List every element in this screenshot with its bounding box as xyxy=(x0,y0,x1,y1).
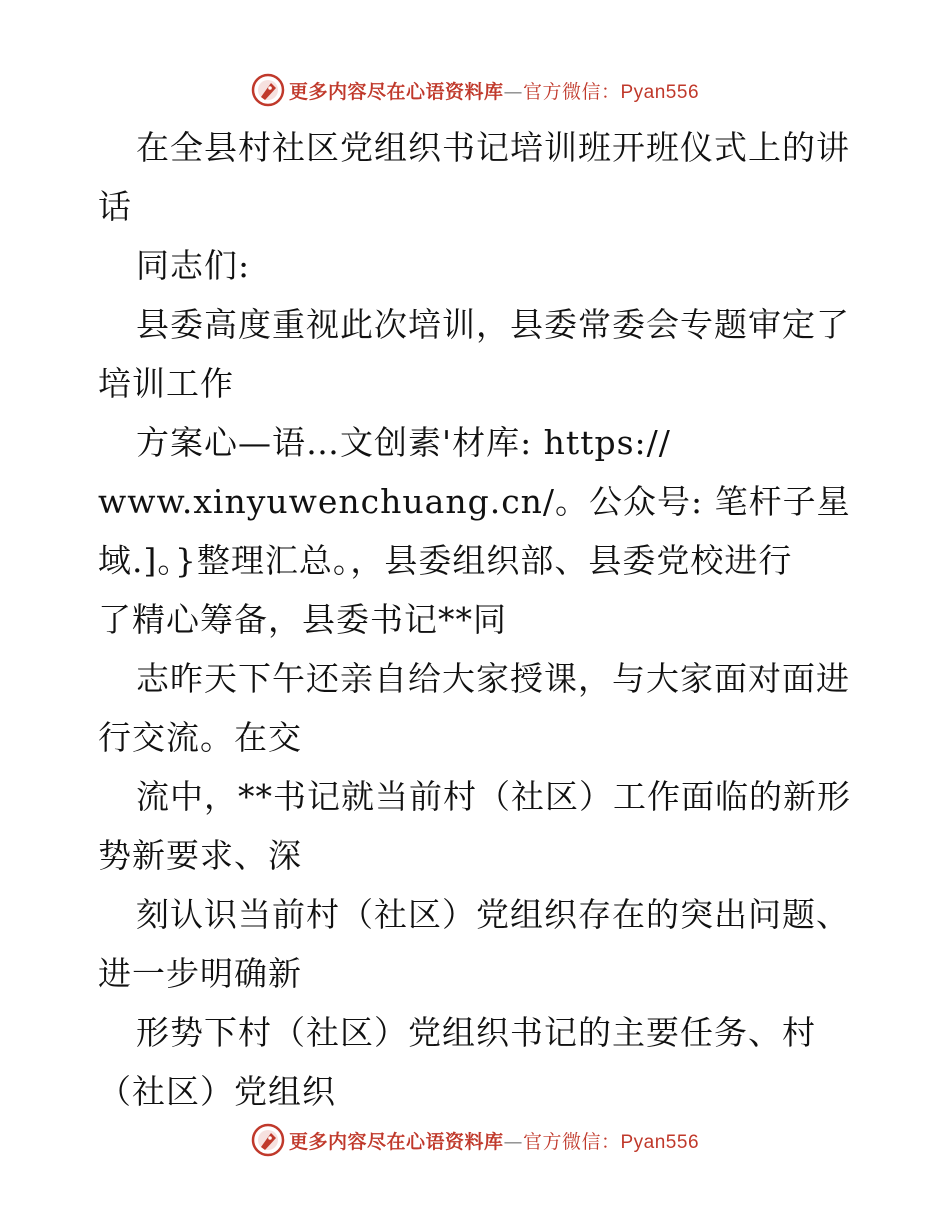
watermark-main-text: 更多内容尽在心语资料库 xyxy=(288,80,504,103)
document-line: 话 xyxy=(98,187,132,226)
watermark-wechat-id: Pyan556 xyxy=(620,1131,700,1153)
document-line: 行交流。在交 xyxy=(98,718,302,757)
document-line: www.xinyuwenchuang.cn/。公众号: 笔杆子星 xyxy=(98,482,851,521)
pen-nib-circle-icon xyxy=(251,73,285,107)
document-line: 同志们: xyxy=(136,246,251,285)
document-line: 势新要求、深 xyxy=(98,836,302,875)
watermark-wechat-label: 官方微信： xyxy=(522,80,621,103)
watermark-separator: — xyxy=(503,80,523,103)
document-line: 流中，**书记就当前村（社区）工作面临的新形 xyxy=(136,777,851,816)
header-watermark-banner xyxy=(0,70,950,110)
document-line: 了精心筹备，县委书记**同 xyxy=(98,600,507,639)
document-line: 方案心—语…文创素'材库: https:// xyxy=(136,423,671,462)
document-line: 域.]。}整理汇总。，县委组织部、县委党校进行 xyxy=(98,541,793,580)
document-line: 刻认识当前村（社区）党组织存在的突出问题、 xyxy=(136,895,850,934)
watermark-wechat-id: Pyan556 xyxy=(620,81,700,103)
document-line: 在全县村社区党组织书记培训班开班仪式上的讲 xyxy=(136,128,850,167)
document-line: 志昨天下午还亲自给大家授课，与大家面对面进 xyxy=(136,659,850,698)
pen-nib-circle-icon xyxy=(251,1123,285,1157)
document-line: 进一步明确新 xyxy=(98,954,302,993)
watermark-wechat-label: 官方微信： xyxy=(522,1130,621,1153)
document-line: 县委高度重视此次培训，县委常委会专题审定了 xyxy=(136,305,850,344)
footer-watermark-banner xyxy=(0,1120,950,1160)
document-body xyxy=(98,118,868,1121)
watermark-separator: — xyxy=(503,1130,523,1153)
watermark-main-text: 更多内容尽在心语资料库 xyxy=(288,1130,504,1153)
document-line: 培训工作 xyxy=(98,364,234,403)
document-line: （社区）党组织 xyxy=(98,1072,336,1111)
document-line: 形势下村（社区）党组织书记的主要任务、村 xyxy=(136,1013,816,1052)
